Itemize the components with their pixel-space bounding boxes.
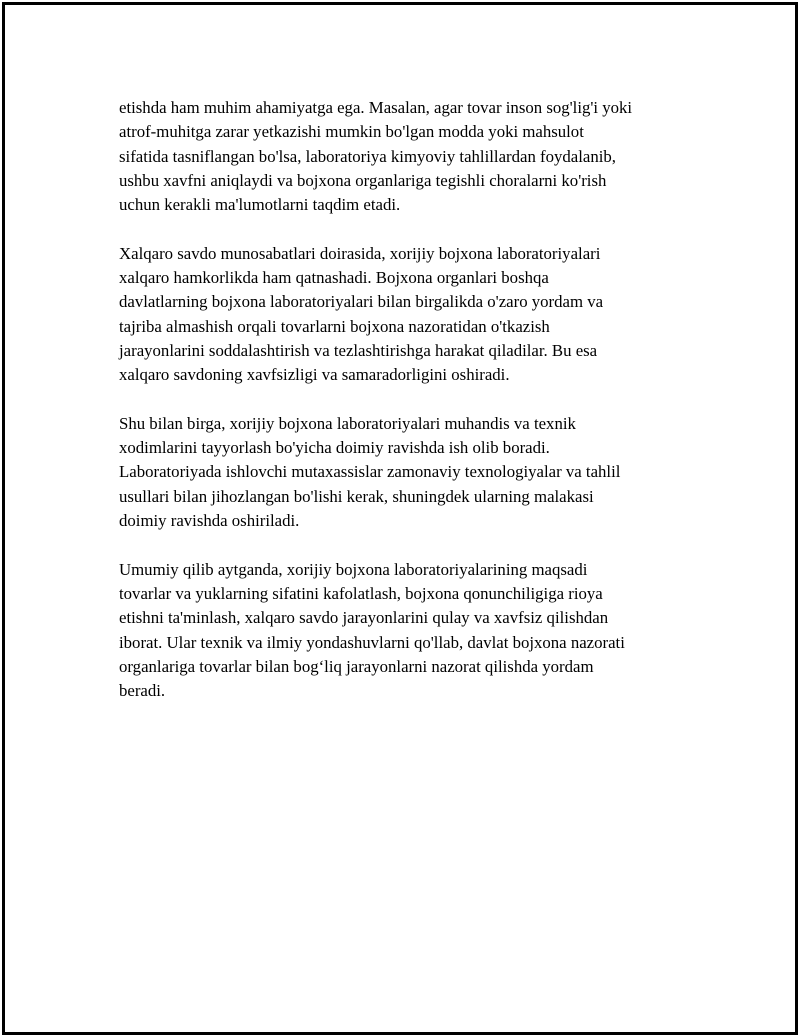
text-line: davlatlarning bojxona laboratoriyalari bilan birgalikda o'zaro yordam va — [119, 292, 604, 312]
paragraph-2 — [119, 242, 709, 388]
text-line: iborat. Ular texnik va ilmiy yondashuvlarni qo'llab, davlat bojxona nazorati — [119, 632, 625, 652]
paragraph-4 — [119, 558, 709, 704]
paragraph-1 — [119, 96, 709, 217]
text-line: xalqaro hamkorlikda ham qatnashadi. Bojxona organlari boshqa — [119, 268, 549, 288]
text-line: Laboratoriyada ishlovchi mutaxassislar zamonaviy texnologiyalar va tahlil — [119, 462, 621, 482]
text-line: Umumiy qilib aytganda, xorijiy bojxona laboratoriyalarining maqsadi — [119, 559, 588, 579]
text-line: xodimlarini tayyorlash bo'yicha doimiy ravishda ish olib boradi. — [119, 438, 550, 458]
text-line: etishda ham muhim ahamiyatga ega. Masalan, agar tovar inson sog'lig'i yoki — [119, 98, 633, 117]
page-frame — [2, 2, 798, 1035]
document-body — [119, 96, 709, 728]
paragraph-3 — [119, 412, 709, 533]
text-line: tovarlar va yuklarning sifatini kafolatlash, bojxona qonunchiligiga rioya — [119, 583, 603, 603]
text-line: beradi. — [119, 681, 166, 701]
text-line: etishni ta'minlash, xalqaro savdo jarayonlarini qulay va xavfsiz qilishdan — [119, 608, 609, 628]
text-line: Shu bilan birga, xorijiy bojxona laboratoriyalari muhandis va texnik — [119, 413, 576, 433]
text-line: xalqaro savdoning xavfsizligi va samaradorligini oshiradi. — [119, 365, 510, 385]
text-line: uchun kerakli ma'lumotlarni taqdim etadi. — [119, 195, 401, 215]
text-line: Xalqaro savdo munosabatlari doirasida, xorijiy bojxona laboratoriyalari — [119, 243, 601, 263]
text-line: jarayonlarini soddalashtirish va tezlashtirishga harakat qiladilar. Bu esa — [119, 340, 598, 360]
text-line: doimiy ravishda oshiriladi. — [119, 511, 300, 531]
text-line: sifatida tasniflangan bo'lsa, laboratoriya kimyoviy tahlillardan foydalanib, — [119, 146, 616, 166]
text-line: ushbu xavfni aniqlaydi va bojxona organlariga tegishli choralarni ko'rish — [119, 170, 607, 190]
text-line: organlariga tovarlar bilan bog‘liq jarayonlarni nazorat qilishda yordam — [119, 656, 594, 676]
text-line: tajriba almashish orqali tovarlarni bojxona nazoratidan o'tkazish — [119, 316, 550, 336]
text-line: atrof-muhitga zarar yetkazishi mumkin bo'lgan modda yoki mahsulot — [119, 122, 584, 142]
text-line: usullari bilan jihozlangan bo'lishi kerak, shuningdek ularning malakasi — [119, 486, 594, 506]
